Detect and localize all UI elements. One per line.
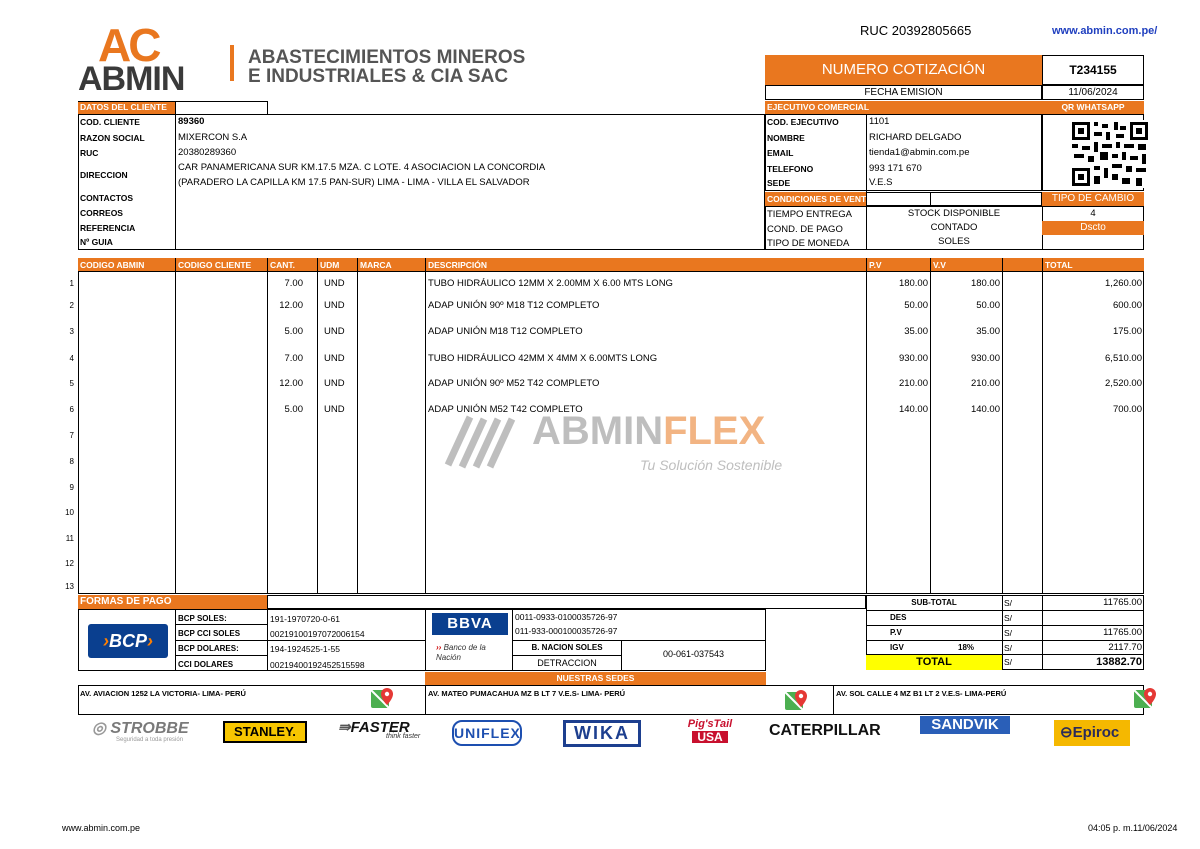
row-number: 1 xyxy=(69,279,74,288)
row-udm: UND xyxy=(324,404,345,415)
th-vv: V.V xyxy=(933,260,946,270)
bbva-1: 0011-0933-0100035726-97 xyxy=(515,612,618,622)
direccion-2: (PARADERO LA CAPILLA KM 17.5 PAN-SUR) LIMA - LIMA - VILLA EL SALVADOR xyxy=(178,177,530,188)
uniflex-text: UNIFLEX xyxy=(454,725,521,741)
brand-strobbe: ◎ STROBBE Seguridad a toda presión xyxy=(92,718,212,748)
ejecutivo-header: EJECUTIVO COMERCIAL xyxy=(765,101,1042,114)
razon-social: MIXERCON S.A xyxy=(178,132,248,143)
dscto-label: Dscto xyxy=(1042,221,1144,235)
row-vv: 50.00 xyxy=(976,300,1000,311)
th-codigo-cliente: CODIGO CLIENTE xyxy=(178,260,252,270)
company-name-1: ABASTECIMIENTOS MINEROS xyxy=(248,47,526,68)
sede-label: SEDE xyxy=(767,178,791,188)
strobbe-text: STROBBE xyxy=(110,720,189,737)
brand-uniflex xyxy=(452,720,522,746)
nombre: RICHARD DELGADO xyxy=(869,132,962,143)
row-number: 8 xyxy=(69,457,74,466)
condiciones-blank xyxy=(866,192,1042,206)
row-pv: 210.00 xyxy=(898,378,928,389)
row-number: 12 xyxy=(65,559,74,568)
bbva-logo xyxy=(432,613,508,635)
condiciones-header: CONDICIONES DE VENTA xyxy=(767,194,872,204)
bn-account: 00-061-037543 xyxy=(662,649,725,659)
row-cant: 12.00 xyxy=(279,300,303,311)
watermark-abmin: ABMIN xyxy=(532,409,664,453)
row-udm: UND xyxy=(324,278,345,289)
row-number: 5 xyxy=(69,379,74,388)
row-number: 4 xyxy=(69,354,74,363)
row-desc: ADAP UNIÓN 90º M52 T42 COMPLETO xyxy=(428,378,600,389)
brand-epiroc: ⊖Epiroc xyxy=(1054,720,1130,746)
email-label: EMAIL xyxy=(767,148,794,158)
row-udm: UND xyxy=(324,353,345,364)
row-total: 700.00 xyxy=(1112,404,1142,415)
pago-header-blank xyxy=(267,595,866,609)
detraccion: DETRACCION xyxy=(537,658,597,668)
caterpillar-text: CATERPILLAR xyxy=(769,722,881,739)
watermark-tube-icon xyxy=(440,405,530,475)
igv-pct: 18% xyxy=(958,643,975,652)
bcp-dol-label: BCP DOLARES: xyxy=(178,644,239,653)
direccion-label: DIRECCION xyxy=(80,170,128,180)
th-marca: MARCA xyxy=(360,260,392,270)
bcp-soles: 191-1970720-0-61 xyxy=(270,614,340,624)
correos-label: CORREOS xyxy=(80,208,123,218)
cond-pago: CONTADO xyxy=(930,222,978,233)
th-codigo-abmin: CODIGO ABMIN xyxy=(80,260,145,270)
th-cant: CANT. xyxy=(270,260,296,270)
row-number: 11 xyxy=(65,534,74,543)
pv-total: 11765.00 xyxy=(1103,627,1142,638)
wika-text: WIKA xyxy=(574,723,630,743)
moneda-label: TIPO DE MONEDA xyxy=(767,238,850,249)
moneda: SOLES xyxy=(938,236,970,247)
row-cant: 5.00 xyxy=(284,404,303,415)
row-vv: 35.00 xyxy=(976,326,1000,337)
row-number: 7 xyxy=(69,431,74,440)
row-total: 2,520.00 xyxy=(1105,378,1142,389)
bbva-2: 011-933-000100035726-97 xyxy=(515,626,618,636)
brand-sandvik xyxy=(920,716,1010,734)
pv-label: P.V xyxy=(890,628,902,637)
igv: 2117.70 xyxy=(1108,642,1142,653)
company-logo xyxy=(78,20,203,100)
entrega-label: TIEMPO ENTREGA xyxy=(767,209,852,220)
cur-4: S/ xyxy=(1004,643,1013,653)
company-ruc: RUC 20392805665 xyxy=(860,23,972,38)
bcp-logo-text: BCP xyxy=(108,631,147,651)
th-descripcion: DESCRIPCIÓN xyxy=(428,260,488,270)
cci-dol-label: CCI DOLARES xyxy=(178,660,234,669)
row-total: 600.00 xyxy=(1112,300,1142,311)
brand-pigtail xyxy=(670,718,750,748)
brand-wika xyxy=(563,720,641,747)
row-vv: 140.00 xyxy=(970,404,1000,415)
row-udm: UND xyxy=(324,326,345,337)
row-pv: 180.00 xyxy=(898,278,928,289)
bcp-dol: 194-1924525-1-55 xyxy=(270,644,340,654)
row-pv: 140.00 xyxy=(898,404,928,415)
igv-label: IGV xyxy=(890,643,904,652)
row-number: 13 xyxy=(65,582,74,591)
total-label: TOTAL xyxy=(866,655,1002,670)
row-cant: 12.00 xyxy=(279,378,303,389)
row-cant: 7.00 xyxy=(284,278,303,289)
pigtail-usa: USA xyxy=(692,731,728,743)
cur-2: S/ xyxy=(1004,613,1013,623)
cur-5: S/ xyxy=(1004,657,1013,667)
row-number: 2 xyxy=(69,301,74,310)
cliente-header: DATOS DEL CLIENTE xyxy=(78,101,175,114)
row-desc: ADAP UNIÓN 90º M18 T12 COMPLETO xyxy=(428,300,600,311)
th-pv: P.V xyxy=(869,260,882,270)
guia-label: Nº GUIA xyxy=(80,237,113,247)
row-number: 10 xyxy=(65,508,74,517)
bcp-logo: ›BCP› xyxy=(88,624,168,658)
cliente-ruc: 20380289360 xyxy=(178,147,237,158)
qr-header: QR WHATSAPP xyxy=(1042,101,1144,114)
logo-ac: AC xyxy=(98,19,159,71)
company-name-2: E INDUSTRIALES & CIA SAC xyxy=(248,66,509,87)
sede-2: AV. MATEO PUMACAHUA MZ B LT 7 V.E.S- LIMA- PERÚ xyxy=(428,689,626,698)
sede-1: AV. AVIACION 1252 LA VICTORIA- LIMA- PERÚ xyxy=(80,689,246,698)
row-vv: 180.00 xyxy=(970,278,1000,289)
subtotal-label: SUB-TOTAL xyxy=(911,598,957,607)
row-total: 6,510.00 xyxy=(1105,353,1142,364)
faster-tag: think faster xyxy=(386,733,421,740)
row-udm: UND xyxy=(324,378,345,389)
row-total: 175.00 xyxy=(1112,326,1142,337)
row-total: 1,260.00 xyxy=(1105,278,1142,289)
cod-ejec: 1101 xyxy=(869,116,890,127)
sede: V.E.S xyxy=(869,177,893,188)
company-website[interactable]: www.abmin.com.pe/ xyxy=(1052,25,1158,37)
logo-divider xyxy=(230,45,234,81)
fecha-value: 11/06/2024 xyxy=(1042,85,1144,100)
telefono-label: TELEFONO xyxy=(767,164,814,174)
quote-title: NUMERO COTIZACIÓN xyxy=(765,55,1042,85)
row-vv: 210.00 xyxy=(970,378,1000,389)
referencia-label: REFERENCIA xyxy=(80,223,136,233)
cci-dol: 00219400192452515598 xyxy=(270,660,365,670)
brand-faster: ⇛FASTER think faster xyxy=(338,718,428,748)
th-total: TOTAL xyxy=(1045,260,1073,270)
sede-3: AV. SOL CALLE 4 MZ B1 LT 2 V.E.S- LIMA-PERÚ xyxy=(836,689,1007,698)
cod-cliente-label: COD. CLIENTE xyxy=(80,117,140,127)
row-number: 6 xyxy=(69,405,74,414)
cod-ejec-label: COD. EJECUTIVO xyxy=(767,117,839,127)
row-number: 9 xyxy=(69,483,74,492)
row-cant: 7.00 xyxy=(284,353,303,364)
qr-code-icon[interactable] xyxy=(1070,120,1150,188)
cur-3: S/ xyxy=(1004,628,1013,638)
epiroc-text: Epiroc xyxy=(1072,724,1120,741)
bcp-cci: 00219100197072006154 xyxy=(270,629,365,639)
faster-text: FASTER xyxy=(350,719,410,736)
row-desc: TUBO HIDRÁULICO 42MM X 4MM X 6.00MTS LONG xyxy=(428,353,658,364)
sedes-header: NUESTRAS SEDES xyxy=(425,672,766,685)
brand-stanley xyxy=(223,721,307,743)
cur-1: S/ xyxy=(1004,598,1013,608)
pago-label: COND. DE PAGO xyxy=(767,224,843,235)
pago-header: FORMAS DE PAGO xyxy=(78,595,267,609)
watermark-tagline: Tu Solución Sostenible xyxy=(640,457,783,473)
abminflex-watermark xyxy=(440,405,820,485)
row-pv: 930.00 xyxy=(898,353,928,364)
row-pv: 35.00 xyxy=(904,326,928,337)
razon-label: RAZON SOCIAL xyxy=(80,133,145,143)
tipo-cambio-label: TIPO DE CAMBIO xyxy=(1042,192,1144,206)
brand-caterpillar xyxy=(769,722,881,740)
map-pin-icon-1[interactable] xyxy=(370,687,396,711)
direccion-1: CAR PANAMERICANA SUR KM.17.5 MZA. C LOTE. 4 ASOCIACION LA CONCORDIA xyxy=(178,162,546,173)
row-desc: ADAP UNIÓN M18 T12 COMPLETO xyxy=(428,326,583,337)
fecha-label: FECHA EMISION xyxy=(765,85,1042,100)
nombre-label: NOMBRE xyxy=(767,133,805,143)
row-udm: UND xyxy=(324,300,345,311)
ruc-label: RUC xyxy=(80,148,99,158)
map-pin-icon-3[interactable] xyxy=(1133,687,1159,711)
des-label: DES xyxy=(890,613,907,622)
row-pv: 50.00 xyxy=(904,300,928,311)
footer-timestamp: 04:05 p. m.11/06/2024 xyxy=(1088,823,1178,833)
email[interactable]: tienda1@abmin.com.pe xyxy=(869,147,970,158)
subtotal: 11765.00 xyxy=(1103,597,1142,608)
row-cant: 5.00 xyxy=(284,326,303,337)
footer-website[interactable]: www.abmin.com.pe xyxy=(62,823,141,833)
pigtail-text: Pig'sTail xyxy=(687,718,733,730)
strobbe-tag: Seguridad a toda presión xyxy=(116,737,184,743)
banco-nacion-logo: ›› Banco de la Nación xyxy=(436,643,486,662)
entrega: STOCK DISPONIBLE xyxy=(907,208,1001,219)
total: 13882.70 xyxy=(1096,656,1142,668)
watermark-flex: FLEX xyxy=(663,409,766,453)
bcp-soles-label: BCP SOLES: xyxy=(178,614,227,623)
row-desc: TUBO HIDRÁULICO 12MM X 2.00MM X 6.00 MTS LONG xyxy=(428,278,673,289)
bn-label: B. NACION SOLES xyxy=(531,643,603,652)
contactos-label: CONTACTOS xyxy=(80,193,134,203)
row-number: 3 xyxy=(69,327,74,336)
stanley-text: STANLEY. xyxy=(234,724,296,739)
row-desc: ADAP UNIÓN M52 T42 COMPLETO xyxy=(428,404,583,415)
th-udm: UDM xyxy=(320,260,340,270)
sandvik-text: SANDVIK xyxy=(931,716,999,733)
cod-cliente: 89360 xyxy=(178,116,205,127)
quote-number: T234155 xyxy=(1042,55,1144,85)
bbva-logo-text: BBVA xyxy=(447,615,493,632)
logo-abmin: ABMIN xyxy=(78,60,185,98)
tipo-cambio: 4 xyxy=(1090,208,1096,219)
telefono: 993 171 670 xyxy=(869,163,922,174)
map-pin-icon-2[interactable] xyxy=(784,689,810,713)
bcp-cci-label: BCP CCI SOLES xyxy=(178,629,241,638)
banco-nacion-text: Banco de la Nación xyxy=(436,643,486,662)
row-vv: 930.00 xyxy=(970,353,1000,364)
